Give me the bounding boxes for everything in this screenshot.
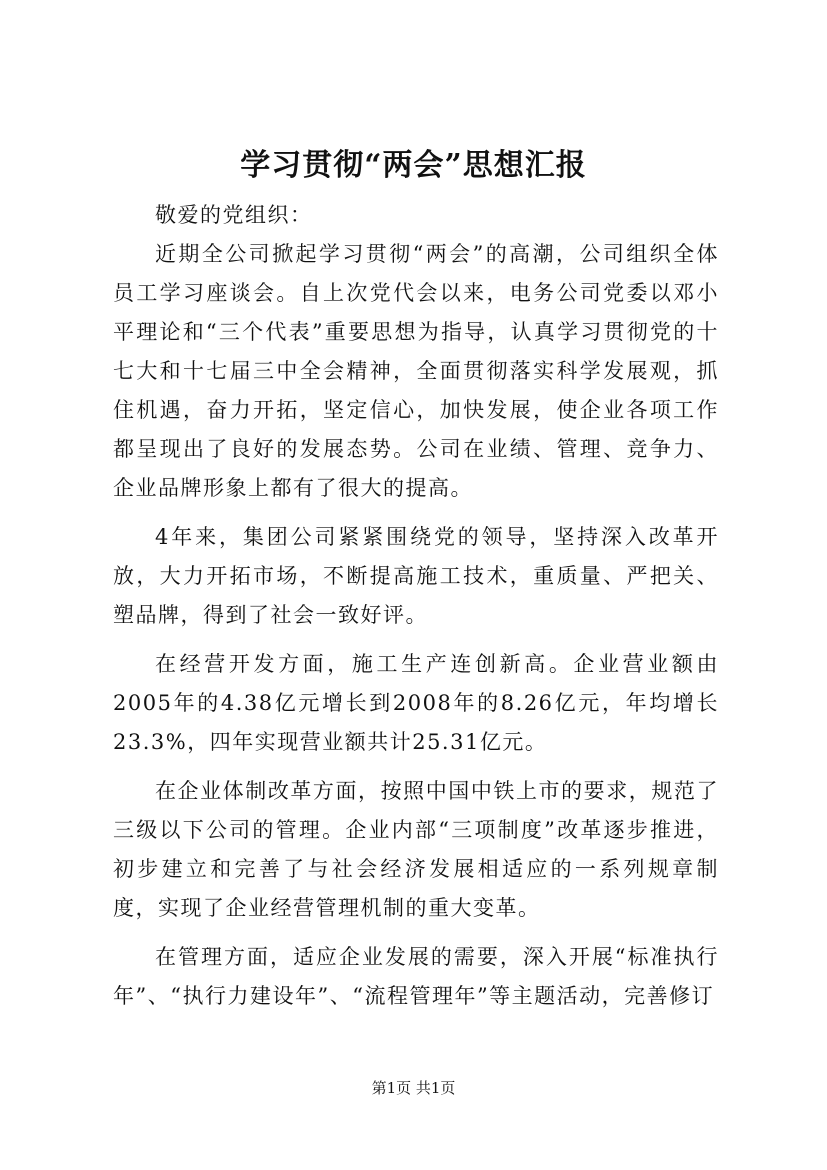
document-body [113, 196, 719, 1026]
document-title: 学习贯彻“两会”思想汇报 [240, 148, 587, 183]
page-footer: 第1页 共1页 [371, 1079, 456, 1097]
paragraph: 近期全公司掀起学习贯彻“两会”的高潮，公司组织全体员工学习座谈会。自上次党代会以来，电务公司党委以邓小平理论和“三个代表”重要思想为指导，认真学习贯彻党的十七大和十七届三中全会精神，全面贯彻落实科学发展观，抓住机遇，奋力开拓，坚定信心，加快发展，使企业各项工作都呈现出了良好的发展态势。公司在业绩、管理、竞争力、企业品牌形象上都有了很大的提高。 [113, 242, 719, 500]
paragraph: 在企业体制改革方面，按照中国中铁上市的要求，规范了三级以下公司的管理。企业内部“三项制度”改革逐步推进，初步建立和完善了与社会经济发展相适应的一系列规章制度，实现了企业经营管理机制的重大变革。 [113, 779, 719, 920]
paragraph: 4年来，集团公司紧紧围绕党的领导，坚持深入改革开放，大力开拓市场，不断提高施工技术，重质量、严把关、塑品牌，得到了社会一致好评。 [113, 525, 719, 627]
paragraph: 在经营开发方面，施工生产连创新高。企业营业额由2005年的4.38亿元增长到2008年的8.26亿元，年均增长23.3%，四年实现营业额共计25.31亿元。 [113, 652, 719, 754]
salutation: 敬爱的党组织： [155, 203, 313, 227]
paragraph: 在管理方面，适应企业发展的需要，深入开展“标准执行年”、“执行力建设年”、“流程管理年”等主题活动，完善修订 [113, 945, 719, 1008]
